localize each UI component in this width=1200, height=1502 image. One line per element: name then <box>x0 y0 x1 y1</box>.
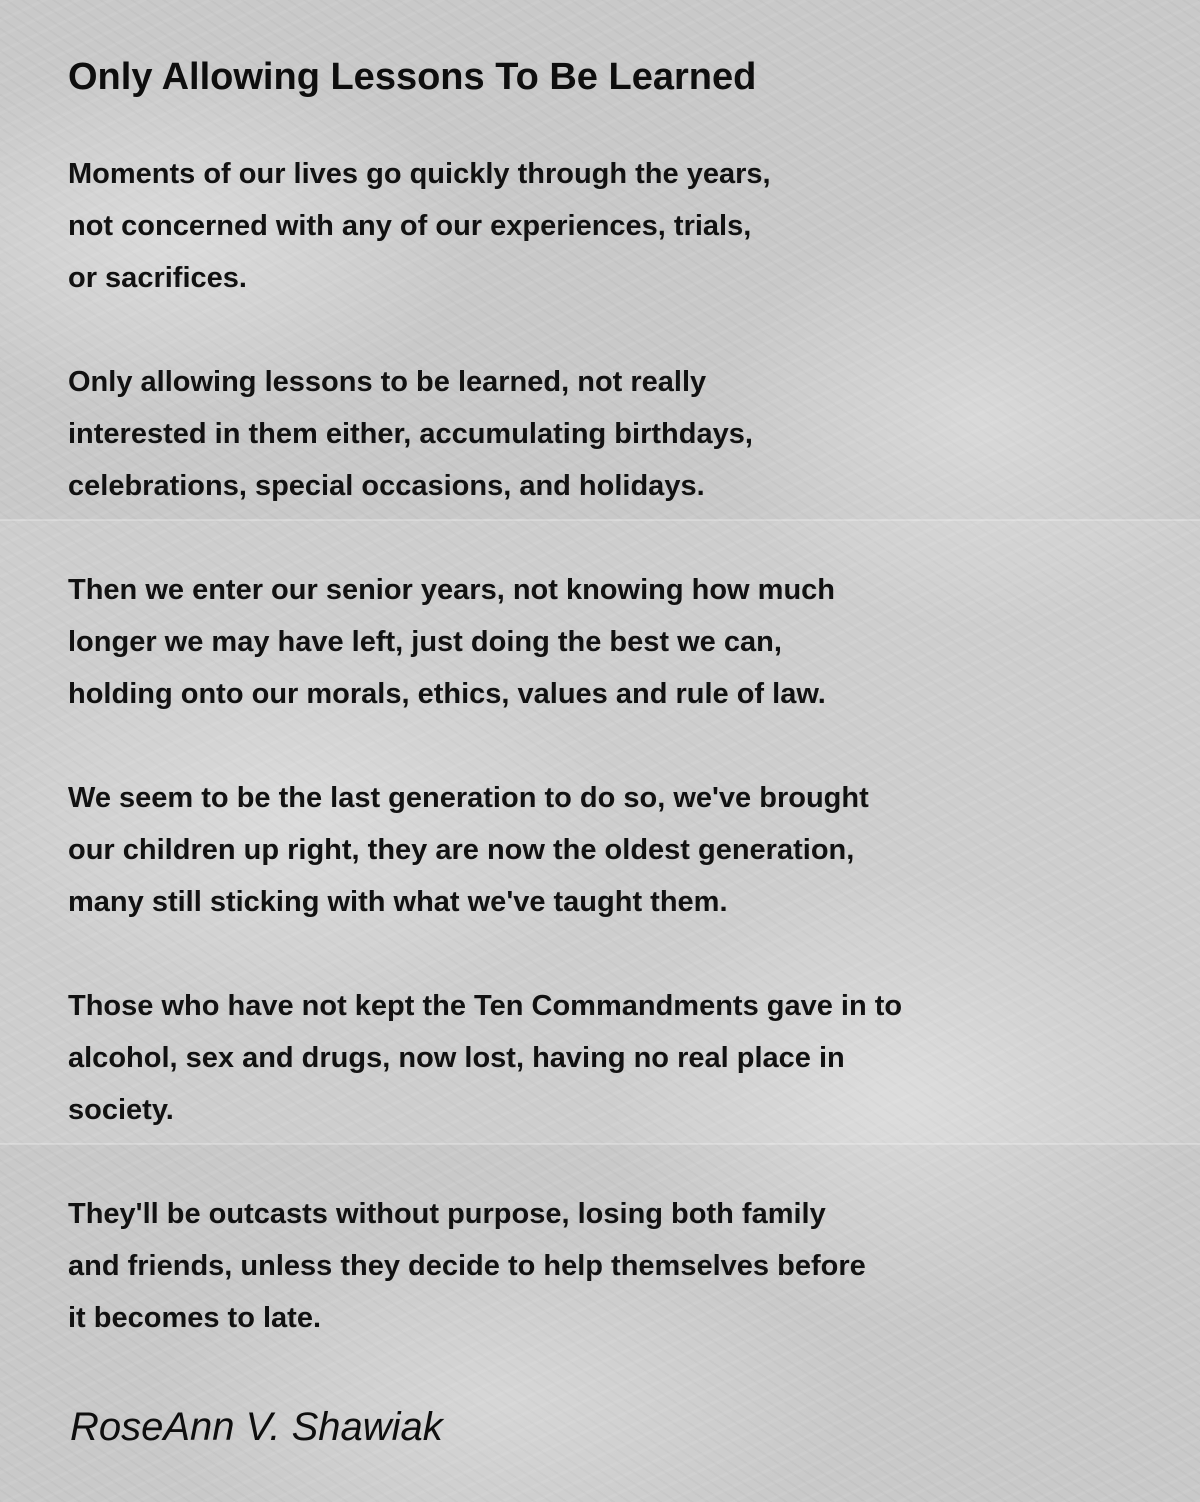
stanza-3 <box>68 564 1148 720</box>
poem-author: RoseAnn V. Shawiak <box>70 1405 443 1449</box>
poem-line: our children up right, they are now the oldest generation, <box>68 834 855 866</box>
poem-line: Only allowing lessons to be learned, not really <box>68 366 707 398</box>
stanza-6 <box>68 1188 1148 1344</box>
poem-line: They'll be outcasts without purpose, losing both family <box>68 1198 826 1230</box>
poem-line: it becomes to late. <box>68 1302 322 1334</box>
poem-line: celebrations, special occasions, and holidays. <box>68 470 705 502</box>
poem-line: and friends, unless they decide to help themselves before <box>68 1250 866 1282</box>
poem-line: Then we enter our senior years, not knowing how much <box>68 574 835 606</box>
poem-line: Those who have not kept the Ten Commandments gave in to <box>68 990 903 1022</box>
poem-line: holding onto our morals, ethics, values and rule of law. <box>68 678 826 710</box>
poem-line: Moments of our lives go quickly through the years, <box>68 158 771 190</box>
poem-line: not concerned with any of our experiences, trials, <box>68 210 752 242</box>
stanza-2 <box>68 356 1148 512</box>
poem-line: We seem to be the last generation to do so, we've brought <box>68 782 869 814</box>
stanza-1 <box>68 148 1148 304</box>
poem-title: Only Allowing Lessons To Be Learned <box>68 56 757 98</box>
poem-line: or sacrifices. <box>68 262 247 294</box>
stanza-5 <box>68 980 1148 1136</box>
poem-line: society. <box>68 1094 174 1126</box>
poem-line: many still sticking with what we've taught them. <box>68 886 728 918</box>
poem-line: longer we may have left, just doing the best we can, <box>68 626 782 658</box>
poem-line: alcohol, sex and drugs, now lost, having no real place in <box>68 1042 845 1074</box>
poem-line: interested in them either, accumulating birthdays, <box>68 418 753 450</box>
stanza-4 <box>68 772 1148 928</box>
poem-body <box>68 52 1148 1396</box>
